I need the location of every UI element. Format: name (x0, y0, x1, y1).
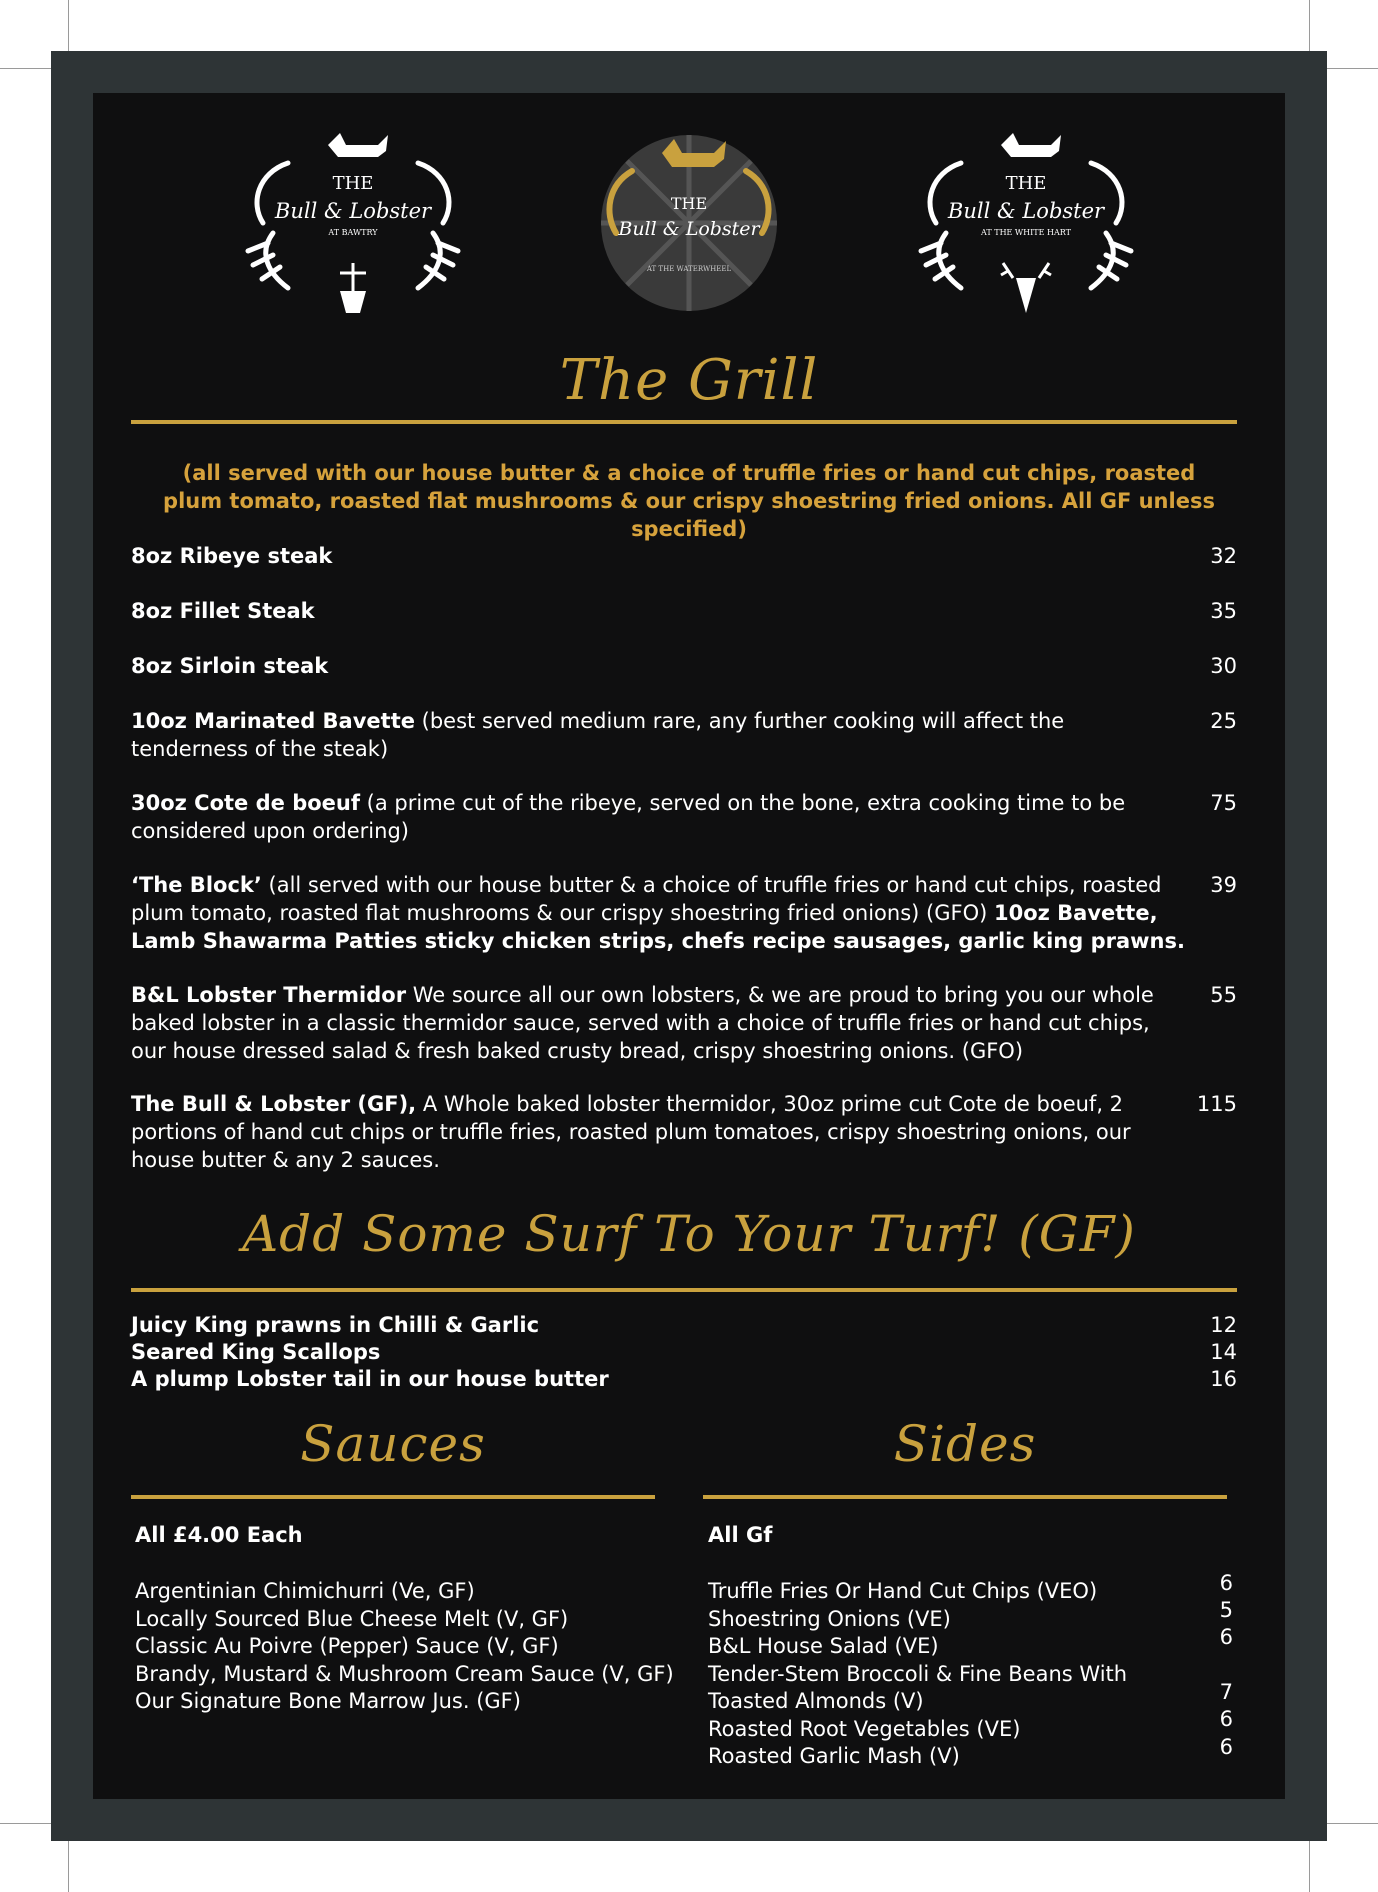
sides-note: All Gf (708, 1523, 773, 1547)
item-price: 16 (1210, 1367, 1237, 1391)
crop-mark (1326, 1823, 1378, 1824)
side-item: Truffle Fries Or Hand Cut Chips (VEO) (708, 1579, 1098, 1603)
item-price: 115 (1196, 1092, 1237, 1116)
crop-mark (0, 1823, 52, 1824)
item-name: B&L Lobster Thermidor (131, 983, 407, 1007)
crop-mark (1309, 1840, 1310, 1892)
menu-item (131, 652, 1237, 680)
svg-text:Bull & Lobster: Bull & Lobster (274, 199, 432, 223)
side-item: Roasted Root Vegetables (VE) (708, 1716, 1021, 1741)
side-price: 6 (1219, 1625, 1233, 1649)
item-price: 35 (1210, 599, 1237, 623)
sauce-item: Classic Au Poivre (Pepper) Sauce (V, GF) (135, 1634, 559, 1658)
crop-mark (0, 68, 52, 69)
menu-page (93, 93, 1285, 1799)
surf-title: Add Some Surf To Your Turf! (GF) (242, 1205, 1136, 1263)
item-components: 10oz Bavette, Lamb Shawarma Patties sticky chicken strips, chefs recipe sausages, garlic king prawns. (131, 901, 1185, 953)
item-name: Juicy King prawns in Chilli & Garlic (131, 1313, 540, 1337)
sides-title: Sides (893, 1415, 1037, 1473)
sauce-item: Our Signature Bone Marrow Jus. (GF) (135, 1689, 521, 1713)
svg-text:AT THE WATERWHEEL: AT THE WATERWHEEL (646, 265, 732, 273)
crop-mark (68, 0, 69, 52)
item-name: 8oz Sirloin steak (131, 654, 329, 678)
crop-mark (1326, 68, 1378, 69)
item-price: 25 (1210, 709, 1237, 733)
side-price: 6 (1219, 1735, 1233, 1759)
menu-item (131, 542, 1237, 570)
item-price: 39 (1210, 873, 1237, 897)
logo-white-hart (901, 123, 1151, 323)
surf-item (131, 1311, 1237, 1339)
side-item: Roasted Garlic Mash (V) (708, 1744, 960, 1768)
menu-item (131, 1090, 1237, 1174)
grill-title: The Grill (559, 348, 819, 413)
svg-text:THE: THE (670, 194, 708, 213)
side-item: Shoestring Onions (VE) (708, 1606, 951, 1631)
bull-lobster-logo-icon (901, 123, 1151, 323)
crop-mark (1309, 0, 1310, 52)
crop-mark (68, 1840, 69, 1892)
side-item: B&L House Salad (VE) (708, 1634, 939, 1658)
side-price: 6 (1219, 1707, 1233, 1731)
item-description: A Whole baked lobster thermidor, 30oz prime cut Cote de boeuf, 2 portions of hand cut chips or truffle fries, roasted plum tomatoes, crispy shoestring onions, our house butter & any 2 sauces. (131, 1092, 1131, 1172)
item-price: 14 (1210, 1340, 1237, 1364)
side-price: 5 (1219, 1598, 1233, 1622)
sides-divider (703, 1495, 1227, 1499)
side-price: 7 (1219, 1680, 1233, 1704)
item-name: ‘The Block’ (131, 873, 262, 897)
side-item: Tender-Stem Broccoli & Fine Beans With (708, 1661, 1128, 1686)
svg-text:Bull & Lobster: Bull & Lobster (947, 199, 1105, 223)
sauces-divider (131, 1495, 655, 1499)
item-description: (all served with our house butter & a choice of truffle fries or hand cut chips, roasted plum tomato, roasted flat mushrooms & our crispy shoestring fried onions) (GFO) (131, 873, 1162, 925)
svg-text:AT BAWTRY: AT BAWTRY (328, 228, 378, 237)
item-description: (best served medium rare, any further cooking will affect the tenderness of the steak) (131, 709, 1065, 761)
logo-waterwheel (564, 123, 814, 323)
item-name: 30oz Cote de boeuf (131, 791, 360, 815)
item-name: 8oz Fillet Steak (131, 599, 315, 623)
item-price: 75 (1210, 791, 1237, 815)
svg-text:Bull & Lobster: Bull & Lobster (618, 218, 760, 240)
sauce-item: Brandy, Mustard & Mushroom Cream Sauce (V, GF) (135, 1661, 674, 1686)
item-description: (a prime cut of the ribeye, served on the bone, extra cooking time to be considered upon ordering) (131, 791, 1126, 843)
grill-divider (131, 420, 1237, 424)
svg-text:THE: THE (1005, 173, 1047, 194)
menu-item (131, 789, 1237, 845)
bull-lobster-logo-icon (228, 123, 478, 323)
item-description: We source all our own lobsters, & we are proud to bring you our whole baked lobster in a classic thermidor sauce, served with a choice of truffle fries or hand cut chips, our house dressed salad & fresh baked crusty bread, crispy shoestring onions. (GFO) (131, 983, 1154, 1063)
sauce-item: Argentinian Chimichurri (Ve, GF) (135, 1579, 475, 1603)
item-name: The Bull & Lobster (GF), (131, 1092, 417, 1116)
item-name: Seared King Scallops (131, 1340, 381, 1364)
side-item: Toasted Almonds (V) (708, 1689, 924, 1713)
item-price: 12 (1210, 1313, 1237, 1337)
surf-item (131, 1365, 1237, 1393)
item-price: 55 (1210, 983, 1237, 1007)
sauces-title: Sauces (300, 1415, 486, 1473)
bull-lobster-waterwheel-logo-icon (564, 123, 814, 323)
menu-item (131, 707, 1237, 763)
sauces-price-note: All £4.00 Each (135, 1523, 303, 1547)
item-price: 32 (1210, 544, 1237, 568)
logo-bawtry (228, 123, 478, 323)
side-price: 6 (1219, 1571, 1233, 1595)
menu-item (131, 871, 1237, 955)
surf-item (131, 1338, 1237, 1366)
item-name: 8oz Ribeye steak (131, 544, 333, 568)
menu-item (131, 981, 1237, 1065)
grill-intro: (all served with our house butter & a choice of truffle fries or hand cut chips, roasted plum tomato, roasted flat mushrooms & our crispy shoestring fried onions. All GF unless specified) (163, 461, 1215, 541)
item-price: 30 (1210, 654, 1237, 678)
surf-divider (131, 1288, 1237, 1292)
item-name: A plump Lobster tail in our house butter (131, 1367, 609, 1391)
menu-item (131, 597, 1237, 625)
svg-text:AT THE WHITE HART: AT THE WHITE HART (981, 228, 1071, 237)
sauce-item: Locally Sourced Blue Cheese Melt (V, GF) (135, 1606, 569, 1631)
svg-text:THE: THE (332, 173, 374, 194)
item-name: 10oz Marinated Bavette (131, 709, 415, 733)
